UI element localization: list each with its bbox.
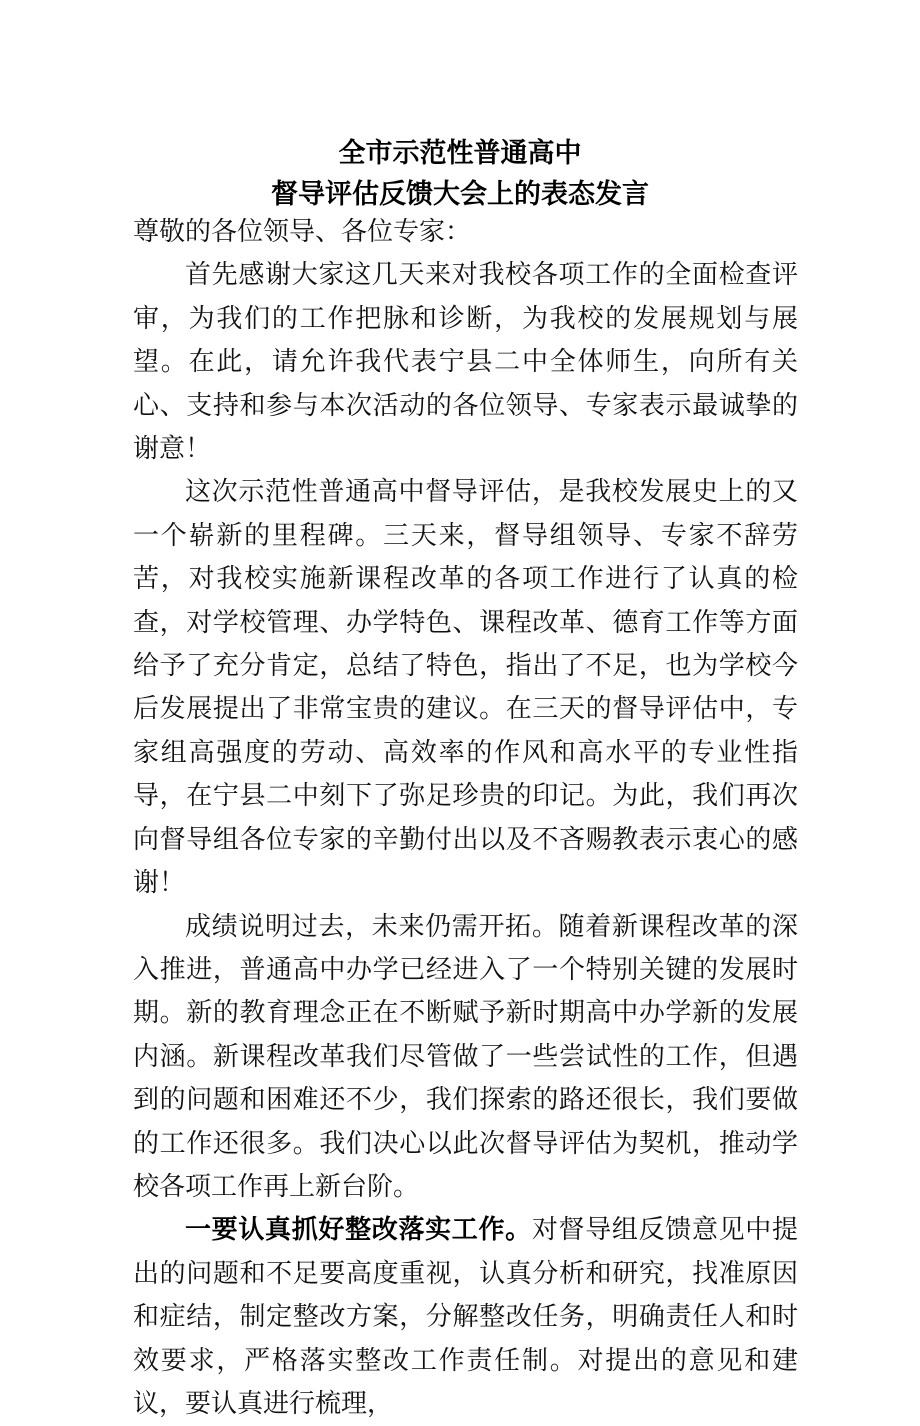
point-1-text: 对督导组反馈意见中提出的问题和不足要高度重视，认真分析和研究，找准原因和症结，制定整改方案，分解整改任务，明确责任人和时效要求，严格落实整改工作责任制。对提出的意见和建议，要认真进行梳理， <box>133 1215 798 1419</box>
document-title-line-2: 督导评估反馈大会上的表态发言 <box>271 179 649 210</box>
salutation: 尊敬的各位领导、各位专家： <box>133 217 472 247</box>
paragraph-future: 成绩说明过去，未来仍需开拓。随着新课程改革的深入推进，普通高中办学已经进入了一个特别关键的发展时期。新的教育理念正在不断赋予新时期高中办学新的发展内涵。新课程改革我们尽管做了一些尝试性的工作，但遇到的问题和困难还不少，我们探索的路还很长，我们要做的工作还很多。我们决心以此次督导评估为契机，推动学校各项工作再上新台阶。 <box>133 911 798 1202</box>
document-title-line-1: 全市示范性普通高中 <box>338 138 582 169</box>
paragraph-point-1 <box>133 1209 798 1426</box>
paragraph-evaluation: 这次示范性普通高中督导评估，是我校发展史上的又一个崭新的里程碑。三天来，督导组领导、专家不辞劳苦，对我校实施新课程改革的各项工作进行了认真的检查，对学校管理、办学特色、课程改革、德育工作等方面给予了充分肯定，总结了特色，指出了不足，也为学校今后发展提出了非常宝贵的建议。在三天的督导评估中，专家组高强度的劳动、高效率的作风和高水平的专业性指导，在宁县二中刻下了弥足珍贵的印记。为此，我们再次向督导组各位专家的辛勤付出以及不吝赐教表示衷心的感谢！ <box>133 477 798 899</box>
point-1-heading: 一要认真抓好整改落实工作。 <box>185 1215 532 1246</box>
document-body <box>133 211 798 1426</box>
paragraph-thanks: 首先感谢大家这几天来对我校各项工作的全面检查评审，为我们的工作把脉和诊断，为我校的发展规划与展望。在此，请允许我代表宁县二中全体师生，向所有关心、支持和参与本次活动的各位领导、专家表示最诚挚的谢意！ <box>133 260 798 465</box>
